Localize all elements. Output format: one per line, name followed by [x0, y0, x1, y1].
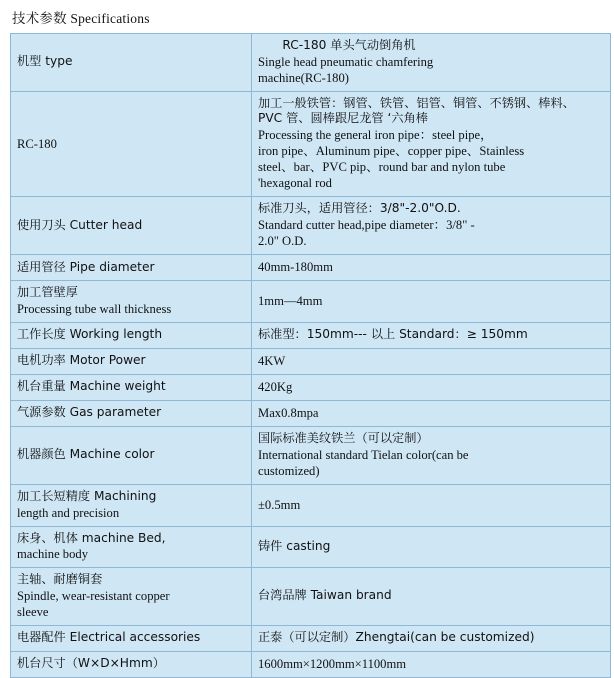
value-line: 1mm—4mm: [258, 294, 323, 309]
table-row: [11, 400, 611, 426]
value-line: 加工一般铁管：钢管、铁管、铝管、铜管、不锈钢、棒料、: [258, 95, 575, 110]
row-label-text: 主轴、耐磨铜套: [17, 572, 103, 587]
value-line: 铸件 casting: [258, 538, 331, 553]
table-row: [11, 348, 611, 374]
specifications-table: [10, 33, 611, 678]
row-label-cell: [11, 197, 252, 255]
row-value-cell: [252, 91, 611, 197]
value-line: 2.0" O.D.: [258, 234, 307, 249]
value-line: 40mm-180mm: [258, 260, 333, 275]
value-line: 'hexagonal rod: [258, 176, 332, 191]
value-line: 标准刀头，适用管径：3/8"-2.0"O.D.: [258, 201, 461, 216]
row-label-text: 机器颜色 Machine color: [17, 447, 155, 462]
value-line: steel、bar、PVC pip、round bar and nylon tube: [258, 160, 506, 175]
row-label-cell: [11, 374, 252, 400]
row-value-cell: [252, 255, 611, 281]
table-body: [11, 34, 611, 678]
row-value-cell: [252, 281, 611, 323]
row-label-text: 床身、机体 machine Bed,: [17, 530, 166, 545]
row-label-cell: [11, 484, 252, 526]
row-label-text: 工作长度 Working length: [17, 327, 163, 342]
value-line: PVC 管、圆棒跟尼龙管 ‘六角棒: [258, 111, 428, 126]
table-row: [11, 374, 611, 400]
row-label-cell: [11, 651, 252, 677]
value-line: Max0.8mpa: [258, 405, 319, 420]
value-line: Processing the general iron pipe：steel pipe，: [258, 128, 493, 143]
table-row: [11, 568, 611, 626]
row-label-cell: [11, 281, 252, 323]
table-row: [11, 651, 611, 677]
value-line: 标准型：150mm--- 以上 Standard：≥ 150mm: [258, 327, 528, 342]
row-value-cell: [252, 323, 611, 349]
row-label-cell: [11, 568, 252, 626]
value-line: 420Kg: [258, 379, 293, 394]
row-label-text: 电机功率 Motor Power: [17, 353, 146, 367]
row-label-cell: [11, 427, 252, 485]
value-line: 正泰（可以定制）Zhengtai(can be customized): [258, 630, 535, 645]
row-label-cell: [11, 526, 252, 568]
table-row: [11, 484, 611, 526]
row-value-cell: [252, 348, 611, 374]
row-label-text: 机台尺寸（W×D×Hmm）: [17, 656, 165, 671]
row-value-cell: [252, 651, 611, 677]
row-value-cell: [252, 427, 611, 485]
row-value-cell: [252, 568, 611, 626]
row-label-text: length and precision: [17, 505, 120, 520]
row-label-text: machine body: [17, 547, 88, 562]
row-label-cell: [11, 400, 252, 426]
table-row: [11, 255, 611, 281]
row-label-cell: [11, 626, 252, 652]
value-line: 1600mm×1200mm×1100mm: [258, 656, 407, 671]
row-value-cell: [252, 197, 611, 255]
table-row: [11, 526, 611, 568]
value-line: RC-180 单头气动倒角机: [258, 38, 416, 52]
value-line: 国际标准美纹铁兰（可以定制）: [258, 431, 429, 446]
row-value-cell: [252, 374, 611, 400]
table-row: [11, 91, 611, 197]
value-line: ±0.5mm: [258, 497, 301, 512]
value-line: 4KW: [258, 353, 286, 368]
page-title: 技术参数 Specifications: [12, 11, 150, 26]
value-line: iron pipe、Aluminum pipe、copper pipe、Stainless: [258, 144, 525, 159]
value-line: International standard Tielan color(can be: [258, 447, 469, 462]
row-label-text: sleeve: [17, 605, 49, 620]
row-label-cell: [11, 323, 252, 349]
row-label-text: Processing tube wall thickness: [17, 302, 172, 317]
value-line: customized): [258, 463, 320, 478]
row-label-text: 加工长短精度 Machining: [17, 488, 157, 503]
row-label-cell: [11, 348, 252, 374]
value-line: Standard cutter head,pipe diameter：3/8" -: [258, 218, 475, 233]
row-value-cell: [252, 400, 611, 426]
row-label-text: 适用管径 Pipe diameter: [17, 259, 155, 274]
value-line: 台湾品牌 Taiwan brand: [258, 588, 392, 603]
row-label-text: 电器配件 Electrical accessories: [17, 630, 201, 645]
row-value-cell: [252, 626, 611, 652]
row-label-text: 加工管壁厚: [17, 285, 78, 300]
row-label-cell: [11, 255, 252, 281]
table-row: [11, 626, 611, 652]
row-value-cell: [252, 484, 611, 526]
table-row: [11, 281, 611, 323]
row-value-cell: [252, 526, 611, 568]
row-label-text: 机台重量 Machine weight: [17, 379, 166, 394]
row-label-cell: [11, 91, 252, 197]
table-row: [11, 323, 611, 349]
row-label-text: 使用刀头 Cutter head: [17, 217, 143, 232]
row-label-text: 气源参数 Gas parameter: [17, 405, 162, 420]
table-row: [11, 197, 611, 255]
row-label-text: 机型 type: [17, 54, 73, 69]
row-label-text: Spindle, wear-resistant copper: [17, 588, 170, 603]
row-label-cell: [11, 34, 252, 92]
row-label-text: RC-180: [17, 136, 57, 151]
value-line: machine(RC-180): [258, 70, 349, 85]
table-row: [11, 427, 611, 485]
table-row: [11, 34, 611, 92]
value-line: Single head pneumatic chamfering: [258, 54, 434, 69]
row-value-cell: [252, 34, 611, 92]
